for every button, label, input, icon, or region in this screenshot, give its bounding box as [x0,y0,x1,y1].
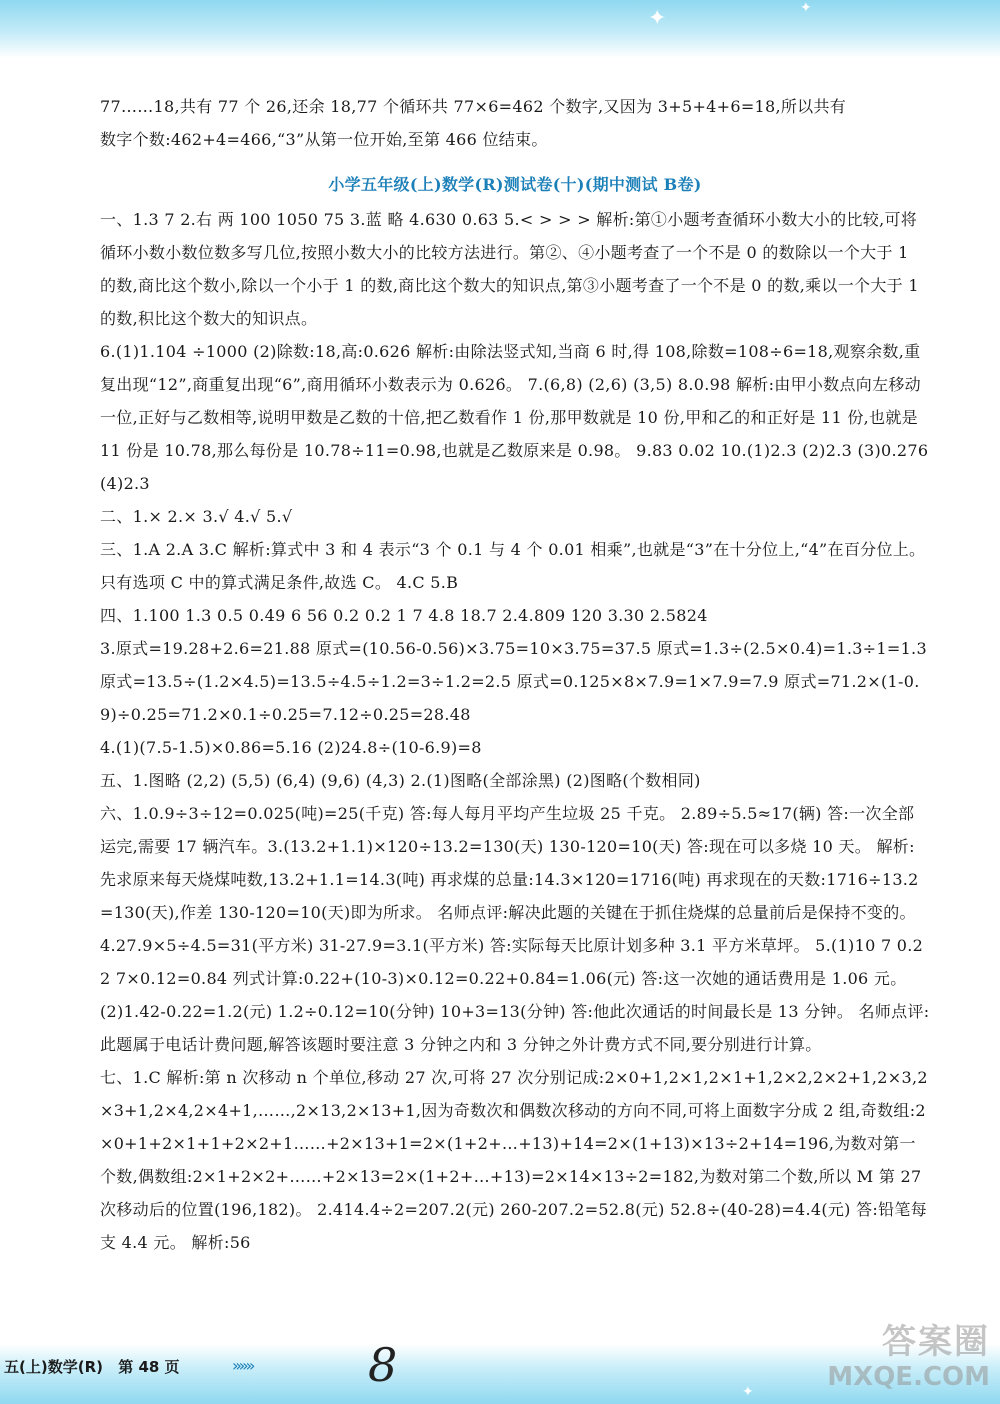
top-decorative-band [0,0,1000,58]
answer-paragraph: 三、1.A 2.A 3.C 解析:算式中 3 和 4 表示“3 个 0.1 与 4 个 0.01 相乘”,也就是“3”在十分位上,“4”在百分位上。只有选项 C 中的算式满足条件,故选 C。 4.C 5.B [100,540,926,592]
answer-paragraph: 四、1.100 1.3 0.5 0.49 6 56 0.2 0.2 1 7 4.8 18.7 2.4.809 120 3.30 2.5824 [100,606,708,625]
sparkle-icon: ✦ [742,1384,754,1400]
sparkle-icon: ✦ [648,6,667,31]
answer-paragraph: 五、1.图略 (2,2) (5,5) (6,4) (9,6) (4,3) 2.(1)图略(全部涂黑) (2)图略(个数相同) [100,771,701,790]
watermark-logo: 答案圈 [882,1322,990,1362]
intro-line: 77……18,共有 77 个 26,还余 18,77 个循环共 77×6=462 个数字,又因为 3+5+4+6=18,所以共有 [100,97,847,116]
handwritten-mark: 8 [368,1338,398,1392]
answer-paragraph: 七、1.C 解析:第 n 次移动 n 个单位,移动 27 次,可将 27 次分别记成:2×0+1,2×1,2×1+1,2×2,2×2+1,2×3,2×3+1,2×4,2×4+1,……,2×13,2×13+1,因为奇数次和偶数次移动的方向不同,可将上面数字分成 2 组,奇数组:2×0+1+2×1+1+2×2+1……+2×13+1=2×(1+2+…+13)+14=2×(1+13)×13÷2+14=196,为数对第一个数,偶数组:2×1+2×2+……+2×13=2×(1+2+…+13)=2×14×13÷2=182,为数对第二个数,所以 M 第 27 次移动后的位置(196,182)。 2.414.4÷2=207.2(元) 260-207.2=52.8(元) 52.8÷(40-28)=4.4(元) 答:铅笔每支 4.4 元。 解析:56 [100,1068,928,1252]
page-footer [4,1356,190,1377]
watermark-url: MXQE.COM [827,1362,990,1392]
sparkle-icon: ✦ [800,0,812,16]
answer-paragraph: 4.(1)(7.5-1.5)×0.86=5.16 (2)24.8÷(10-6.9)=8 [100,738,482,757]
arrow-decoration-icon: »»» [232,1356,253,1375]
answer-paragraph: 一、1.3 7 2.右 两 100 1050 75 3.蓝 略 4.630 0.63 5.< > > > 解析:第①小题考查循环小数大小的比较,可将循环小数小数位数多写几位,按照小数大小的比较方法进行。第②、④小题考查了一个不是 0 的数除以一个大于 1 的数,商比这个数小,除以一个小于 1 的数,商比这个数大的知识点,第③小题考查了一个不是 0 的数,乘以一个大于 1 的数,积比这个数大的知识点。 [100,210,919,328]
intro-line: 数字个数:462+4=466,“3”从第一位开始,至第 466 位结束。 [100,130,548,149]
answer-paragraph: 6.(1)1.104 ÷1000 (2)除数:18,高:0.626̇ 解析:由除法竖式知,当商 6 时,得 108,除数=108÷6=18,观察余数,重复出现“12”,商重复出现“6”,商用循环小数表示为 0.626̇。 7.(6,8) (2,6) (3,5) 8.0.98 解析:由甲小数点向左移动一位,正好与乙数相等,说明甲数是乙数的十倍,把乙数看作 1 份,那甲数就是 10 份,甲和乙的和正好是 11 份,也就是 11 份是 10.78,那么每份是 10.78÷11=0.98,也就是乙数原来是 0.98。 9.83 0.02 10.(1)2.3 (2)2.3 (3)0.276 (4)2.3 [100,342,929,493]
footer-grade-subject: 五(上)数学(R) [4,1358,103,1376]
answer-content [100,90,930,1259]
answer-paragraph: 3.原式=19.28+2.6=21.88 原式=(10.56-0.56)×3.75=10×3.75=37.5 原式=1.3÷(2.5×0.4)=1.3÷1=1.3 原式=13.5÷(1.2×4.5)=13.5÷4.5÷1.2=3÷1.2=2.5 原式=0.125×8×7.9=1×7.9=7.9 原式=71.2×(1-0.9)÷0.25=71.2×0.1÷0.25=7.12÷0.25=28.48 [100,639,927,724]
answer-paragraph: 二、1.× 2.× 3.√ 4.√ 5.√ [100,507,293,526]
section-title: 小学五年级(上)数学(R)测试卷(十)(期中测试 B卷) [328,175,702,194]
footer-page-number: 第 48 页 [118,1358,180,1376]
answer-paragraph: 六、1.0.9÷3÷12=0.025(吨)=25(千克) 答:每人每月平均产生垃圾 25 千克。 2.89÷5.5≈17(辆) 答:一次全部运完,需要 17 辆汽车。3.(13.2+1.1)×120÷13.2=130(天) 130-120=10(天) 答:现在可以多烧 10 天。 解析:先求原来每天烧煤吨数,13.2+1.1=14.3(吨) 再求煤的总量:14.3×120=1716(吨) 再求现在的天数:1716÷13.2=130(天),作差 130-120=10(天)即为所求。 名师点评:解决此题的关键在于抓住烧煤的总量前后是保持不变的。 4.27.9×5÷4.5=31(平方米) 31-27.9=3.1(平方米) 答:实际每天比原计划多种 3.1 平方米草坪。 5.(1)10 7 0.22 7×0.12=0.84 列式计算:0.22+(10-3)×0.12=0.22+0.84=1.06(元) 答:这一次她的通话费用是 1.06 元。 (2)1.42-0.22=1.2(元) 1.2÷0.12=10(分钟) 10+3=13(分钟) 答:他此次通话的时间最长是 13 分钟。 名师点评:此题属于电话计费问题,解答该题时要注意 3 分钟之内和 3 分钟之外计费方式不同,要分别进行计算。 [100,804,930,1054]
watermark [800,1322,990,1392]
